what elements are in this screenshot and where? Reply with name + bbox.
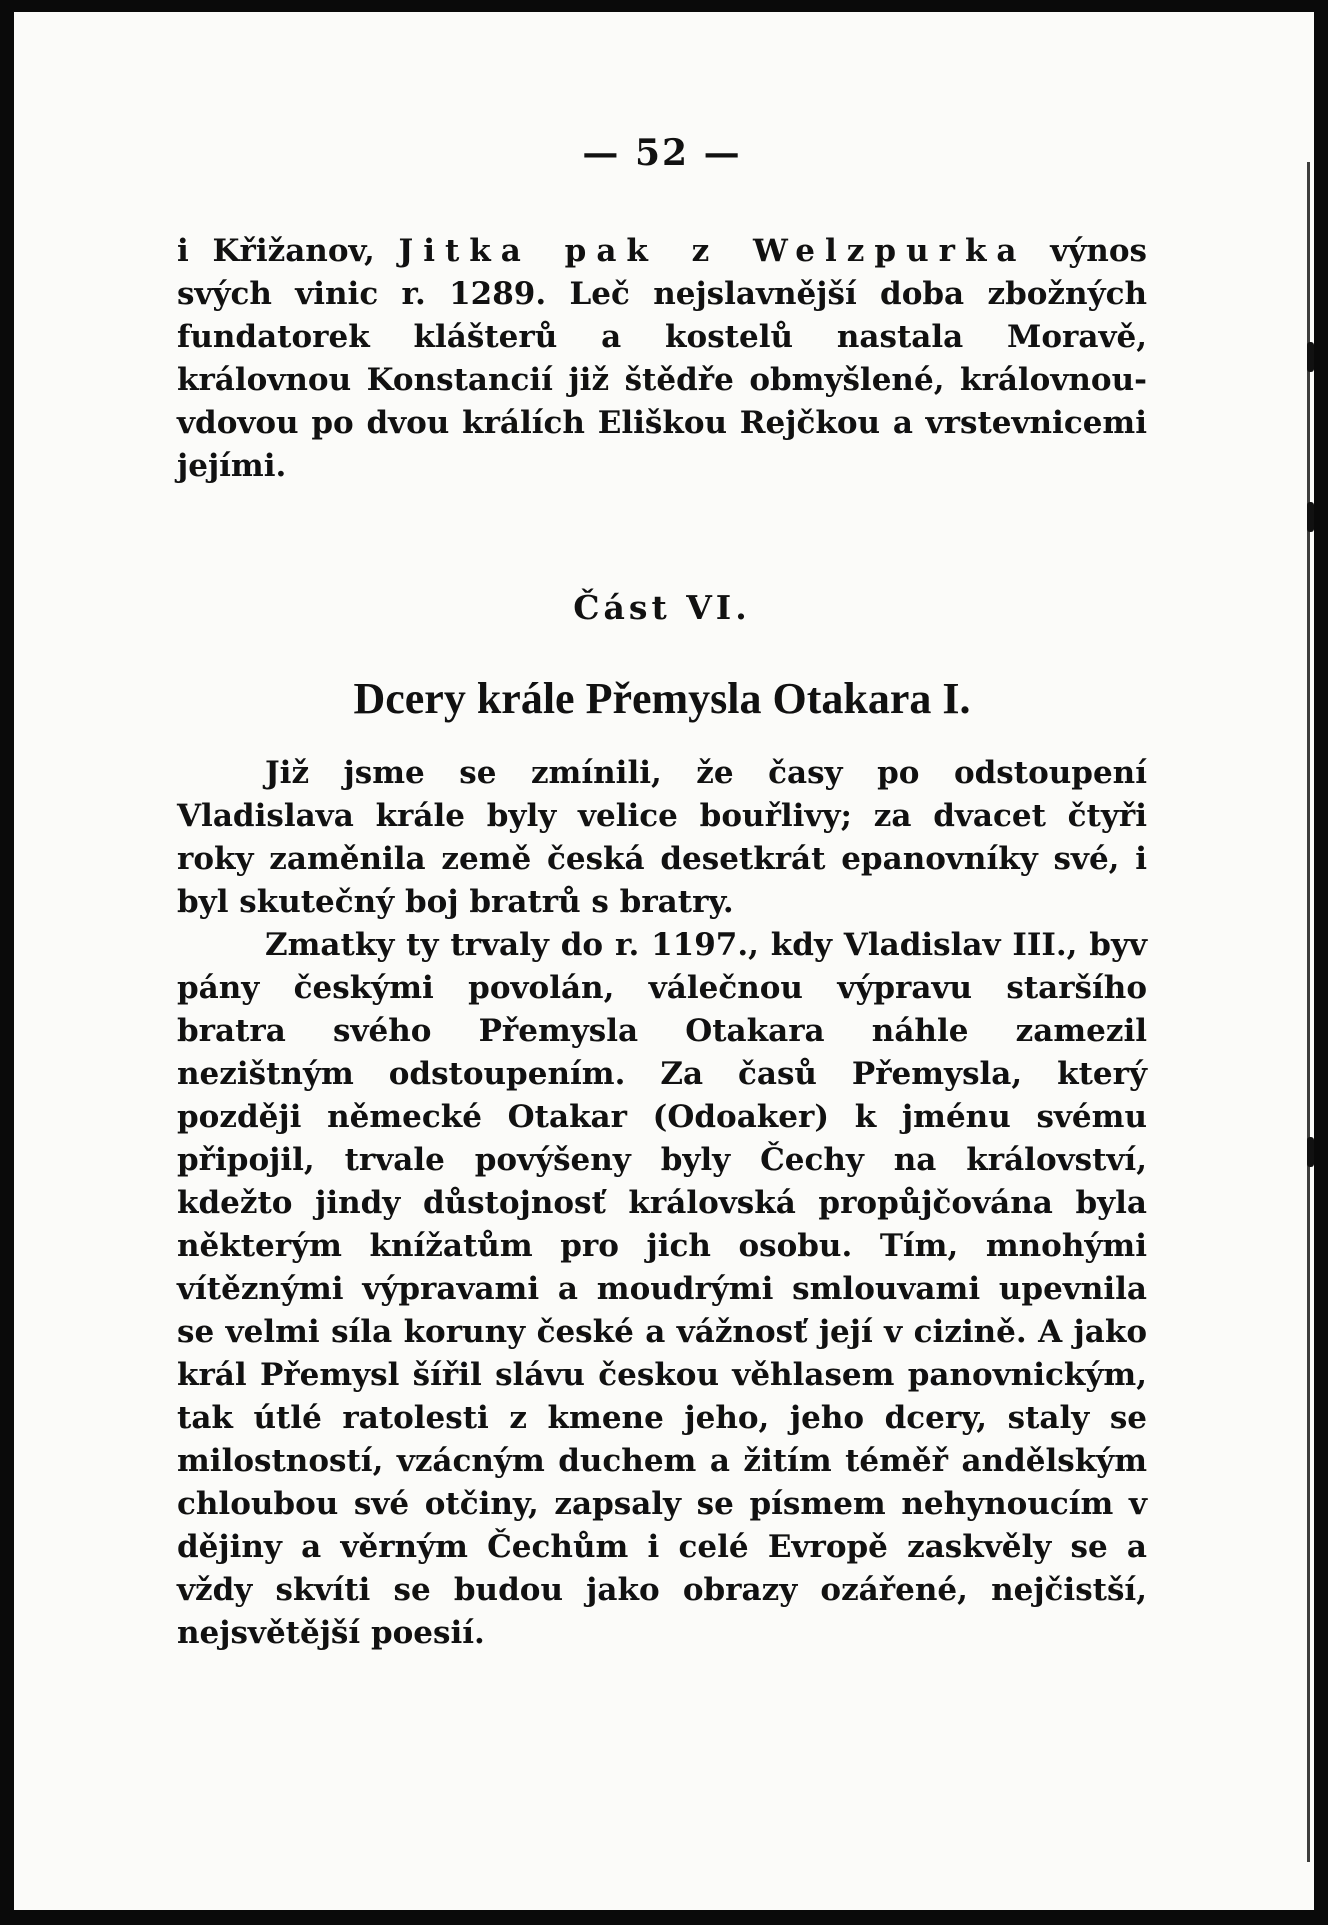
page-content bbox=[177, 132, 1147, 1655]
book-page bbox=[14, 12, 1314, 1910]
body-paragraph-1: Již jsme se zmínili, že časy po odstoupení Vladislava krále byly velice bouřlivy; za dvacet čtyři roky zaměnila země česká desetkrát epanovníky své, i byl skutečný boj bratrů s bratry. bbox=[177, 755, 1147, 920]
edge-mark bbox=[1307, 1137, 1314, 1167]
body-paragraph-2: Zmatky ty trvaly do r. 1197., kdy Vladislav III., byv pány českými povolán, válečnou výpravu staršího bratra svého Přemysla Otakara náhle zamezil nezištným odstoupením. Za časů Přemysla, který později německé Otakar (Odoaker) k jménu svému připojil, trvale povýšeny byly Čechy na království, kdežto jindy důstojnosť královská propůjčována byla některým knížatům pro jich osobu. Tím, mnohými vítěznými výpravami a moudrými smlouvami upevnila se velmi síla koruny české a vážnosť její v cizině. A jako král Přemysl šířil slávu českou věhlasem panovnickým, tak útlé ratolesti z kmene jeho, jeho dcery, staly se milostností, vzácným duchem a žitím téměř andělským chloubou své otčiny, zapsaly se písmem nehynoucím v dějiny a věrným Čechům i celé Evropě zaskvěly se a vždy skvíti se budou jako obrazy ozářené, nejčistší, nejsvětější poesií. bbox=[177, 927, 1147, 1651]
chapter-title: Dcery krále Přemysla Otakara I. bbox=[353, 674, 971, 723]
page-number: — 52 — bbox=[582, 132, 742, 174]
intro-spaced-names: Jitka pak z Welzpurka bbox=[398, 233, 1027, 269]
intro-paragraph bbox=[177, 230, 1147, 488]
intro-rest: výnos svých vinic r. 1289. Leč nejslavnější doba zbožných fundatorek klášterů a kostelů nastala Moravě, královnou Konstancií již štědře obmyšlené, královnou-vdovou po dvou králích Eliškou Rejčkou a vrstevnicemi jejími. bbox=[177, 233, 1147, 484]
edge-mark bbox=[1307, 502, 1314, 532]
part-label: Část VI. bbox=[573, 588, 751, 627]
edge-mark bbox=[1307, 342, 1314, 372]
intro-prefix: i Křižanov, bbox=[177, 233, 399, 269]
page-edge-line bbox=[1307, 162, 1310, 1862]
